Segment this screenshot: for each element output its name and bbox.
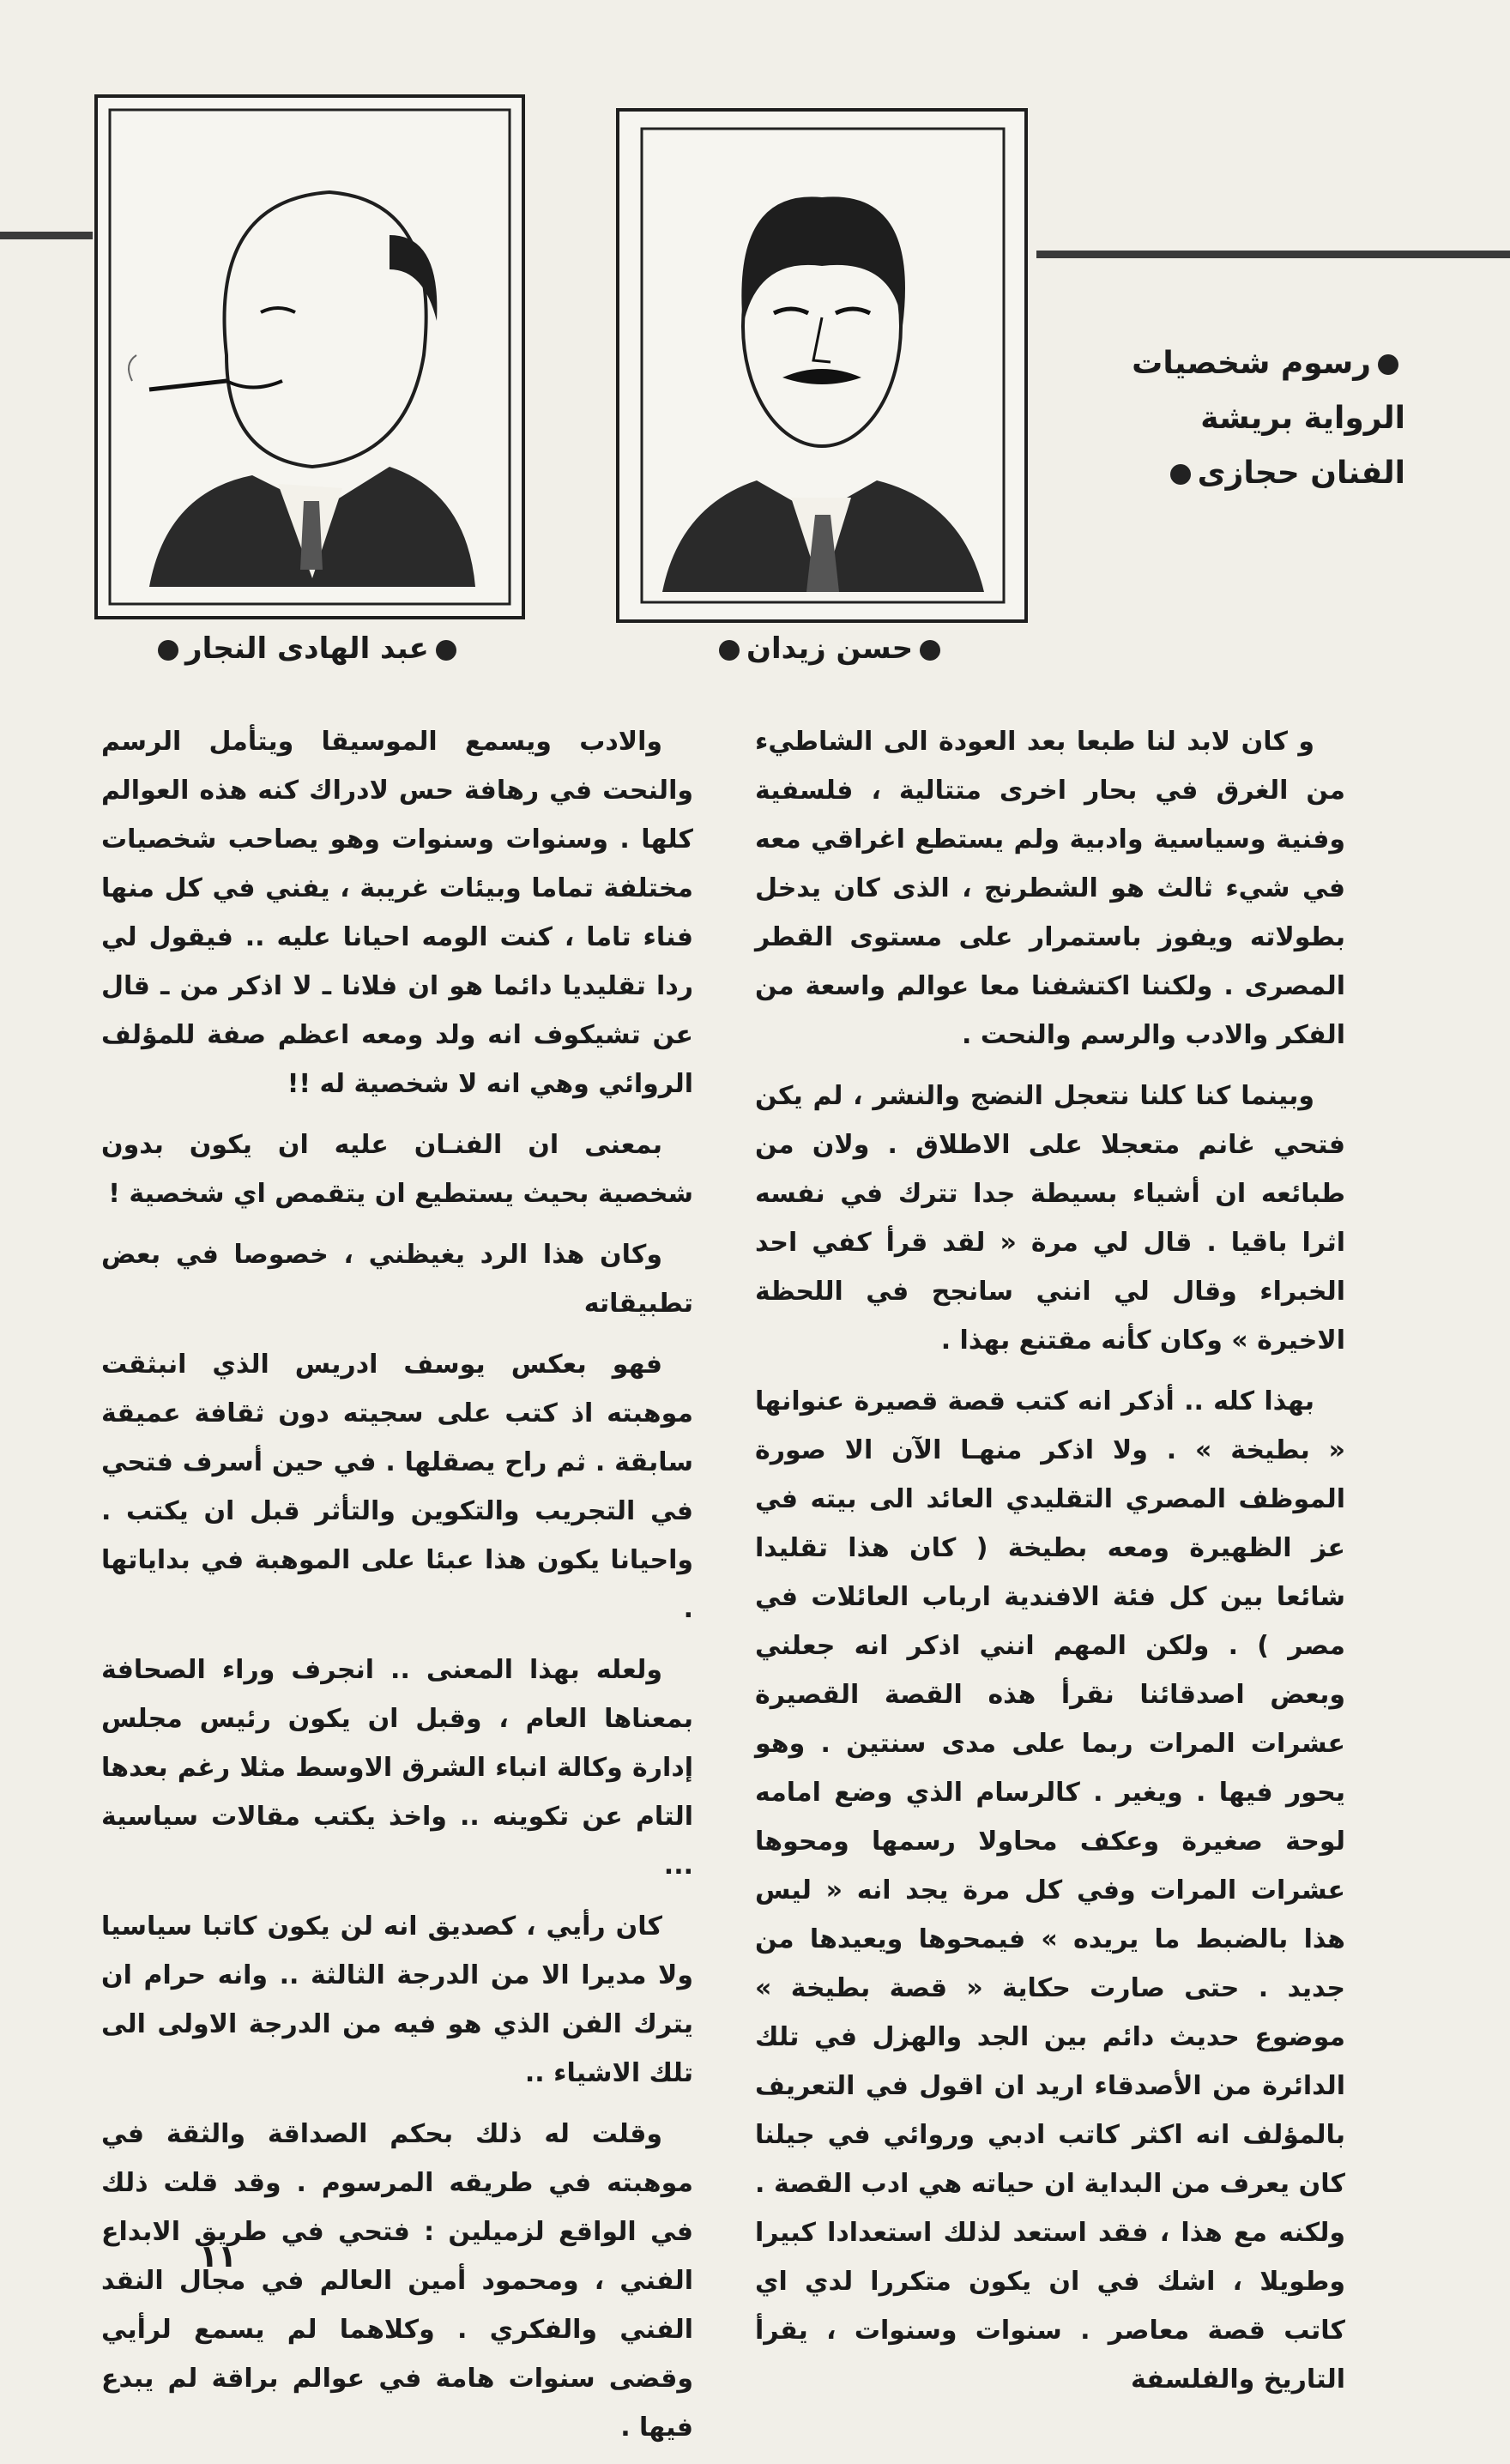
portrait-drawing-hassan-zidan: [619, 112, 1024, 619]
figure-caption-line: [1045, 391, 1405, 446]
page-number: ١١: [199, 2239, 237, 2274]
figure-caption-line: [1045, 446, 1405, 501]
bullet-icon: [719, 640, 740, 661]
paragraph: وبينما كنا كلنا نتعجل النضج والنشر ، لم يكن فتحي غانم متعجلا على الاطلاق . ولان من طبائعه ان أشياء بسيطة جدا تترك في نفسه اثرا باقيا . قال لي مرة « لقد قرأ كفي احد الخبراء وقال لي انني سانجح في اللحظة الاخيرة » وكان كأنه مقتنع بهذا .: [755, 1081, 1345, 1356]
bullet-icon: [1170, 464, 1191, 485]
paragraph: كان رأيي ، كصديق انه لن يكون كاتبا سياسيا ولا مديرا الا من الدرجة الثالثة .. وانه حرام ان يترك الفن الذي هو فيه من الدرجة الاولى الى تلك الاشياء ..: [101, 1911, 693, 2088]
portrait-drawing-abdelhady-elnaggar: [98, 98, 522, 616]
paragraph: بمعنى ان الفنـان عليه ان يكون بدون شخصية بحيث يستطيع ان يتقمص اي شخصية !: [101, 1130, 693, 1209]
portrait-caption-hassan-zidan: [712, 631, 947, 666]
paragraph: وكان هذا الرد يغيظني ، خصوصا في بعض تطبيقاته: [101, 1240, 693, 1319]
article-column-right: [755, 717, 1345, 2416]
paragraph: و كان لابد لنا طبعا بعد العودة الى الشاطيء من الغرق في بحار اخرى متتالية ، فلسفية وفنية وسياسية وادبية ولم يستطع اغراقي معه في شيء ثالث هو الشطرنج ، الذى كان يدخل بطولاته ويفوز باستمرار على مستوى القطر المصرى . ولكننا اكتشفنا معا عوالم واسعة من الفكر والادب والرسم والنحت .: [755, 727, 1345, 1050]
caption-text: رسوم شخصيات: [1132, 346, 1371, 381]
paragraph: بهذا كله .. أذكر انه كتب قصة قصيرة عنوانها « بطيخة » . ولا اذكر منهـا الآن الا صورة الموظف المصري التقليدي العائد الى بيته في عز الظهيرة ومعه بطيخة ( كان هذا تقليدا شائعا بين كل فئة الافندية ارباب العائلات في مصر ) . ولكن المهم انني اذكر انه جعلني وبعض اصدقائنا نقرأ هذه القصة القصيرة عشرات المرات ربما على مدى سنتين . وهو يحور فيها . ويغير . كالرسام الذي وضع امامه لوحة صغيرة وعكف محاولا رسمها ومحوها عشرات المرات وفي كل مرة يجد انه « ليس هذا بالضبط ما يريده » فيمحوها ويعيدها من جديد . حتى صارت حكاية « قصة بطيخة » موضوع حديث دائم بين الجد والهزل في تلك الدائرة من الأصدقاء اريد ان اقول في التعريف بالمؤلف انه اكثر كاتب ادبي وروائي في جيلنا كان يعرف من البداية ان حياته هي ادب القصة . ولكنه مع هذا ، فقد استعد لذلك استعدادا كبيرا وطويلا ، اشك في ان يكون متكررا لدي اي كاتب قصة معاصر . سنوات وسنوات ، يقرأ التاريخ والفلسفة: [755, 1386, 1345, 2395]
top-rule-right: [1036, 251, 1510, 258]
paragraph: والادب ويسمع الموسيقا ويتأمل الرسم والنحت في رهافة حس لادراك كنه هذه العوالم كلها . وسنوات وسنوات وهو يصاحب شخصيات مختلفة تماما وبيئات غريبة ، يفني في كل منها فناء تاما ، كنت الومه احيانا عليه .. فيقول لي ردا تقليديا دائما هو ان فلانا ـ لا اذكر من ـ قال عن تشيكوف انه ولد ومعه اعظم صفة للمؤلف الروائي وهي انه لا شخصية له !!: [101, 727, 693, 1099]
portrait-caption-abdelhady-elnaggar: [151, 631, 463, 666]
caption-text: الفنان حجازى: [1197, 456, 1405, 491]
caption-text: الرواية بريشة: [1200, 401, 1405, 436]
bullet-icon: [158, 640, 178, 661]
figure-caption-line: [1045, 336, 1405, 391]
portrait-name: حسن زيدان: [746, 631, 914, 666]
paragraph: فهو بعكس يوسف ادريس الذي انبثقت موهبته اذ كتب على سجيته دون ثقافة عميقة سابقة . ثم راح يصقلها . في حين أسرف فتحي في التجريب والتكوين والتأثر قبل ان يكتب . واحيانا يكون هذا عبئا على الموهبة في بداياتها .: [101, 1350, 693, 1624]
article-column-left: [101, 717, 693, 2464]
bullet-icon: [920, 640, 940, 661]
bullet-icon: [436, 640, 456, 661]
top-rule-left: [0, 232, 93, 239]
figure-caption: [1045, 336, 1405, 501]
portrait-frame-hassan-zidan: [616, 108, 1028, 623]
paragraph: وقلت له ذلك بحكم الصداقة والثقة في موهبته في طريقه المرسوم . وقد قلت ذلك في الواقع لزميلين : فتحي في طريق الابداع الفني ، ومحمود أمين العالم في مجال النقد الفني والفكري . وكلاهما لم يسمع لرأيي وقضى سنوات هامة في عوالم براقة لم يبدع فيها .: [101, 2119, 693, 2443]
portrait-name: عبد الهادى النجار: [185, 631, 429, 666]
portrait-frame-abdelhady-elnaggar: [94, 94, 525, 619]
bullet-icon: [1378, 354, 1398, 375]
paragraph: ولعله بهذا المعنى .. انجرف وراء الصحافة بمعناها العام ، وقبل ان يكون رئيس مجلس إدارة وكالة انباء الشرق الاوسط مثلا رغم بعدها التام عن تكوينه .. واخذ يكتب مقالات سياسية ...: [101, 1655, 693, 1881]
